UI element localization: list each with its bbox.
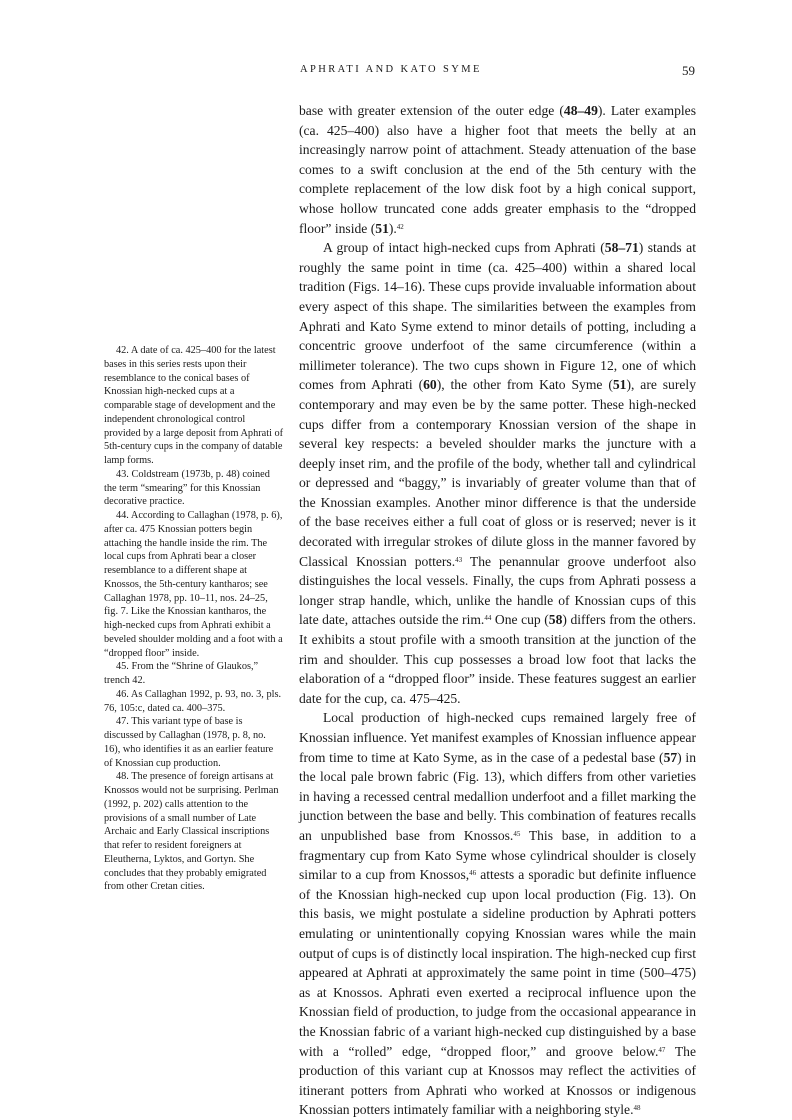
- paragraph: A group of intact high-necked cups from Aphrati (58–71) stands at roughly the same point in time (ca. 425–400) within a shared local tradition (Figs. 14–16). These cups provide invaluable information about every aspect of this shape. The similarities between the examples from Aphrati and Kato Syme extend to minor details of potting, including a concentric groove underfoot of the same circumference (within a millimeter tolerance). The two cups shown in Figure 12, one of which comes from Aphrati (60), the other from Kato Syme (51), are surely contemporary and may even be by the same potter. These high-necked cups differ from a contemporary Knossian version of the shape in several key respects: a beveled shoulder marks the juncture with a deeply inset rim, and the profile of the body, whether tall and cylindrical or depressed and “baggy,” is invariably of greater volume than that of the Knossian examples. Another minor difference is that the underside of the base receives either a full coat of gloss or is reserved; never is it decorated with irregular strokes of dilute gloss in the manner favored by Classical Knossian potters.$^{43}$ The penannular groove underfoot also distinguishes the local vessels. Finally, the cups from Aphrati possess a longer strap handle, which, unlike the handle of Knossian cups of this late date, attaches outside the rim.$^{44}$ One cup (58) differs from the others. It exhibits a stout profile with a smooth transition at the junction of the rim and shoulder. This cup possesses a broad low foot that lacks the elaboration of a “dropped floor” inside. These features suggest an earlier date for the cup, ca. 475–425.: [299, 240, 697, 706]
- catalog-ref: 51: [612, 377, 627, 393]
- footnote-ref: 45: [513, 829, 521, 838]
- footnote-ref: 42: [396, 222, 404, 231]
- catalog-ref: 57: [663, 749, 678, 765]
- footnote-ref: 43: [455, 555, 463, 564]
- footnote: 43. Coldstream (1973b, p. 48) coined the term “smearing” for this Knossian decorative practice.: [104, 468, 270, 508]
- running-head: APHRATI AND KATO SYME: [300, 64, 482, 75]
- footnote: 47. This variant type of base is discussed by Callaghan (1978, p. 8, no. 16), who identifies it as an earlier feature of Knossian cup production.: [104, 716, 274, 769]
- footnote: 46. As Callaghan 1992, p. 93, no. 3, pls. 76, 105:c, dated ca. 400–375.: [104, 688, 282, 714]
- catalog-ref: 58–71: [604, 240, 639, 256]
- catalog-ref: 51: [375, 220, 389, 236]
- footnote-ref: 46: [469, 869, 477, 878]
- footnote: 44. According to Callaghan (1978, p. 6), after ca. 475 Knossian potters begin attaching the handle inside the rim. The local cups from Aphrati bear a closer resemblance to a different shape at Knossos, the 5th-century kantharos; see Callaghan 1978, pp. 10–11, nos. 24–25, fig. 7. Like the Knossian kantharos, the high-necked cups from Aphrati exhibit a beveled shoulder molding and a foot with a “dropped floor” inside.: [104, 510, 283, 659]
- page-number: 59: [682, 63, 695, 78]
- footnote: 42. A date of ca. 425–400 for the latest bases in this series rests upon their resemblance to the conical bases of Knossian high-necked cups at a comparable stage of development and the independent chronological control provided by a large deposit from Aphrati of 5th-century cups in the company of datable lamp forms.: [104, 345, 284, 466]
- catalog-ref: 48–49: [563, 103, 598, 118]
- footnote: 48. The presence of foreign artisans at Knossos would not be surprising. Perlman (1992, p. 202) calls attention to the provisions of a small number of Late Archaic and Early Classical inscriptions that refer to resident foreigners at Eleutherna, Lyktos, and Gortyn. She concludes that they probably emigrated from other Cretan cities.: [104, 771, 279, 893]
- paragraph: Local production of high-necked cups remained largely free of Knossian influence. Yet manifest examples of Knossian influence appear from time to time at Kato Syme, as in the case of a pedestal base (57) in the local pale brown fabric (Fig. 13), which differs from other varieties in having a recessed central medallion underfoot and a fillet marking the junction between the base and belly. This combination of features recalls an unpublished base from Knossos.$^{45}$ This base, in addition to a fragmentary cup from Kato Syme whose cylindrical shoulder is closely similar to a cup from Knossos,$^{46}$ attests a sporadic but definite influence of the Knossian high-necked cup upon local production (Fig. 13). On this basis, we might postulate a sideline production by Aphrati potters emulating or unintentionally copying Knossian wares while the main output of cups is of distinctly local inspiration. The high-necked cup first appeared at Aphrati at approximately the same point in time (500–475) as at Knossos. Aphrati even exerted a reciprocal influence upon the Knossian field of production, to judge from the occasional appearance in the Knossian fabric of a variant high-necked cup distinguished by a base with a “rolled” edge, “dropped floor,” and groove below.$^{47}$ The production of this variant cup at Knossos may reflect the activities of itinerant potters from Aphrati who worked at Knossos or indigenous Knossian potters intimately familiar with a neighboring style.$^{48}$: [299, 710, 697, 1118]
- footnote-ref: 44: [484, 614, 492, 623]
- main-text-column: [299, 101, 696, 1120]
- paragraph: base with greater extension of the outer edge (48–49). Later examples (ca. 425–400) also have a higher foot that meets the belly at an increasingly narrow point of attachment. Steady attenuation of the base comes to a swift conclusion at the end of the 5th century with the complete replacement of the low disk foot by a high conical support, whose hollow truncated cone adds greater emphasis to the “dropped floor” inside (51).$^{42}$: [299, 103, 697, 236]
- footnotes-column: [104, 344, 284, 894]
- footnote: 45. From the “Shrine of Glaukos,” trench 42.: [104, 661, 259, 686]
- catalog-ref: 58: [548, 612, 563, 628]
- footnote-ref: 48: [633, 1104, 641, 1113]
- catalog-ref: 60: [423, 377, 437, 393]
- footnote-ref: 47: [658, 1045, 666, 1054]
